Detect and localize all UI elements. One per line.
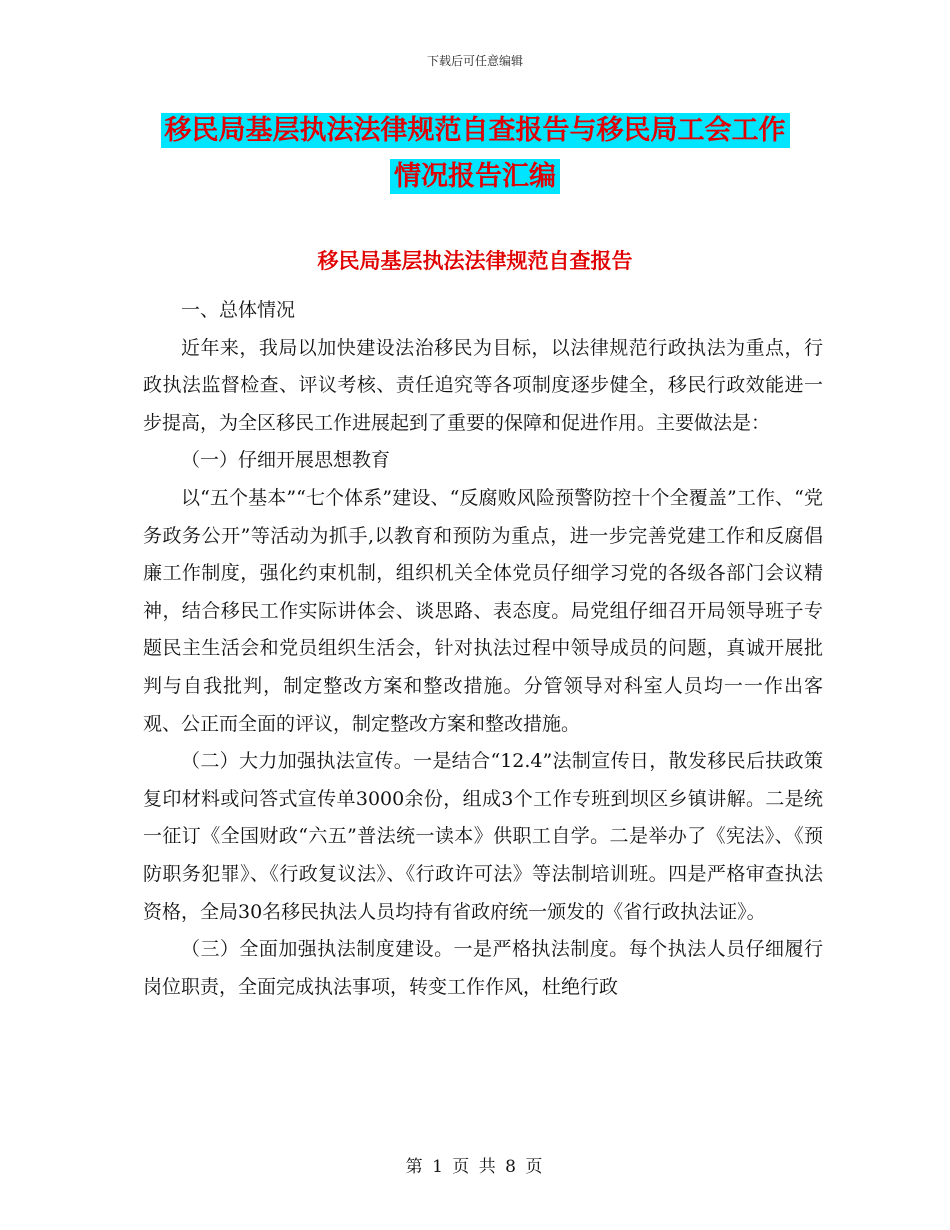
document-title bbox=[0, 108, 950, 200]
heading-education: （一）仔细开展思想教育 bbox=[181, 449, 391, 472]
heading-overview: 一、总体情况 bbox=[181, 299, 296, 321]
paragraph-education: 以“五个基本”“七个体系”建设、“反腐败风险预警防控十个全覆盖”工作、“党务政务公开”等活动为抓手,以教育和预防为重点，进一步完善党建工作和反腐倡廉工作制度，强化约束机制，组织机关全体党员仔细学习党的各级各部门会议精神，结合移民工作实际讲体会、谈思路、表态度。局党组仔细召开局领导班子专题民主生活会和党员组织生活会，针对执法过程中领导成员的问题，真诚开展批判与自我批判，制定整改方案和整改措施。分管领导对科室人员均一一作出客观、公正而全面的评议，制定整改方案和整改措施。 bbox=[143, 486, 823, 735]
page-footer: 第 1 页 共 8 页 bbox=[405, 1157, 545, 1177]
document-body bbox=[143, 292, 823, 1006]
section-title: 移民局基层执法法律规范自查报告 bbox=[317, 249, 633, 273]
paragraph-system: （三）全面加强执法制度建设。一是严格执法制度。每个执法人员仔细履行岗位职责，全面完成执法事项，转变工作作风，杜绝行政 bbox=[143, 938, 823, 998]
paragraph-publicity: （二）大力加强执法宣传。一是结合“12.4”法制宣传日，散发移民后扶政策复印材料或问答式宣传单3000余份，组成3个工作专班到坝区乡镇讲解。二是统一征订《全国财政“六五”普法统一读本》供职工自学。二是举办了《宪法》、《预防职务犯罪》、《行政复议法》、《行政许可法》等法制培训班。四是严格审查执法资格，全局30名移民执法人员均持有省政府统一颁发的《省行政执法证》。 bbox=[143, 750, 823, 923]
paragraph-overview: 近年来，我局以加快建设法治移民为目标，以法律规范行政执法为重点，行政执法监督检查、评议考核、责任追究等各项制度逐步健全，移民行政效能进一步提高，为全区移民工作进展起到了重要的保障和促进作用。主要做法是： bbox=[143, 336, 823, 434]
document-title-line-1: 移民局基层执法法律规范自查报告与移民局工会工作 bbox=[161, 113, 790, 148]
header-note: 下载后可任意编辑 bbox=[426, 54, 523, 68]
document-title-line-2: 情况报告汇编 bbox=[390, 159, 560, 194]
